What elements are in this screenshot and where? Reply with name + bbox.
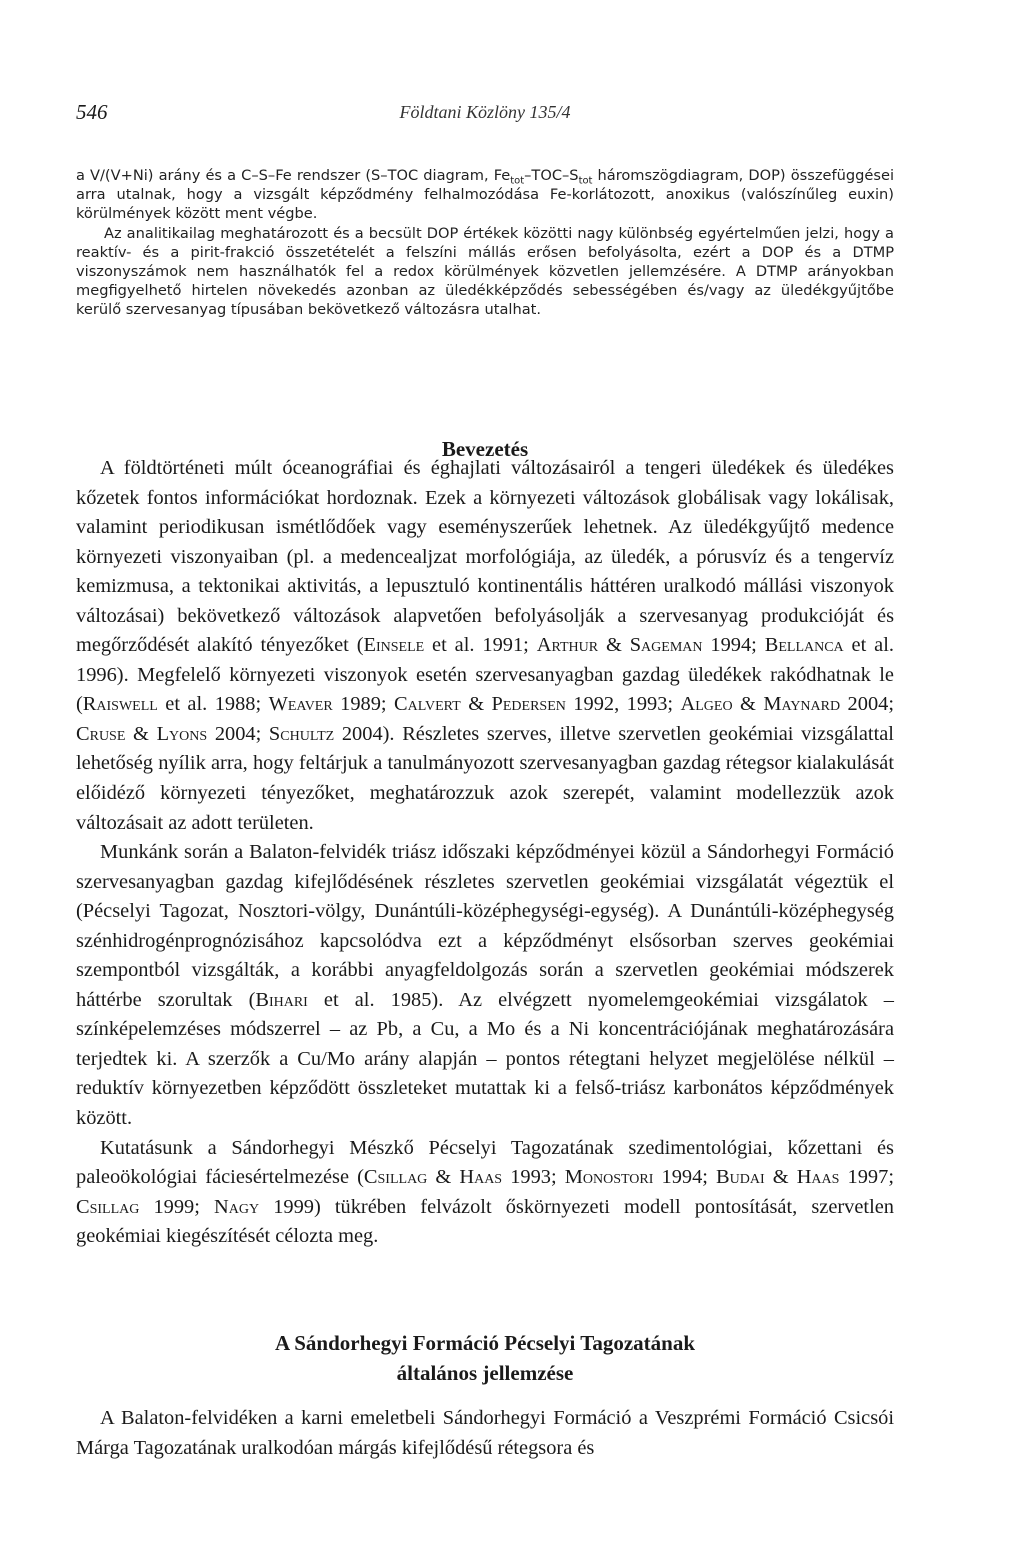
body-paragraph: A Balaton-felvidéken a karni emeletbeli Sándorhegyi Formáció a Veszprémi Formáció Csicsói Márga Tagozatának uralkodóan márgás kifejlődésű rétegsora és <box>76 1407 894 1459</box>
body-paragraph: Munkánk során a Balaton-felvidék triász időszaki képződményei közül a Sándorhegyi Formáció szervesanyagban gazdag kifejlődésének részletes szervetlen geokémiai vizsgálatát végeztük el (Pécselyi Tagozat, Nosztori-völgy, Dunántúli-középhegységi-egység). A Dunántúli-középhegység szénhidrogénprognózisához kapcsolódva ezt a képződményt elsősorban szerves geokémiai szempontból vizsgálták, a korábbi anyagfeldolgozás során a szervetlen geokémiai módszerek háttérbe szorultak (Bihari et al. 1985). Az elvégzett nyomelemgeokémiai vizsgálatok – színképelemzéses módszerrel – az Pb, a Cu, a Mo és a Ni koncentrációjának meghatározására terjedtek ki. A szerzők a Cu/Mo arány alapján – pontos rétegtani helyzet megjelölése nélkül – reduktív környezetben képződött összleteket mutattak ki a felső-triász karbonátos képződmények között. <box>76 841 894 1130</box>
journal-page <box>76 0 894 1549</box>
abstract-paragraph: a V/(V+Ni) arány és a C–S–Fe rendszer (S–TOC diagram, $Fe_{tot}-TOC-S_{tot}$ háromszögdiagram, DOP) összefüggései arra utalnak, hogy a vizsgált képződmény felhalmozódása Fe-korlátozott, anoxikus (valószínűleg euxin) körülmények között ment végbe. <box>76 167 894 223</box>
running-head <box>76 100 894 126</box>
formation-body <box>76 1404 894 1463</box>
body-paragraph: Kutatásunk a Sándorhegyi Mészkő Pécselyi Tagozatának szedimentológiai, kőzettani és paleoökológiai fáciesértelmezése (Csillag & Haas 1993; Monostori 1994; Budai & Haas 1997; Csillag 1999; Nagy 1999) tükrében felvázolt őskörnyezeti modell pontosítását, szervetlen geokémiai kiegészítését célozta meg. <box>76 1136 894 1248</box>
page-number: 546 <box>76 100 108 124</box>
abstract-paragraph: Az analitikailag meghatározott és a becsült DOP értékek közötti nagy különbség egyértelműen jelzi, hogy a reaktív- és a pirit-frakció összetételét a felszíni mállás erősen befolyásolta, ezért a DOP és a DTMP viszonyszámok nem használhatók fel a redox körülmények közvetlen jellemzésére. A DTMP arányokban megfigyelhető hirtelen növekedés azonban az üledékképződés sebességében és/vagy az üledékgyűjtőbe kerülő szervesanyag típusában bekövetkező változásra utalhat. <box>76 224 894 319</box>
body-paragraph: A földtörténeti múlt óceanográfiai és éghajlati változásairól a tengeri üledékek és üledékes kőzetek fontos információkat hordoznak. Ezek a környezeti változások globálisak vagy lokálisak, valamint periodikusan ismétlődőek vagy eseményszerűek lehetnek. Az üledékgyűjtő medence környezeti viszonyaiban (pl. a medencealjzat morfológiája, az üledék, a pórusvíz és a tengervíz kemizmusa, a tektonikai aktivitás, a lepusztuló kontinentális háttéren uralkodó mállási viszonyok változásai) bekövetkező változások alapvetően befolyásolják a szervesanyag produkcióját és megőrződését alakító tényezőket (Einsele et al. 1991; Arthur & Sageman 1994; Bellanca et al. 1996). Megfelelő környezeti viszonyok esetén szervesanyagban gazdag üledékek rakódhatnak le (Raiswell et al. 1988; Weaver 1989; Calvert & Pedersen 1992, 1993; Algeo & Maynard 2004; Cruse & Lyons 2004; Schultz 2004). Részletes szerves, illetve szervetlen geokémiai vizsgálattal lehetőség nyílik arra, hogy feltárjuk a tanulmányozott szervesanyagban gazdag rétegsor kialakulását előidéző környezeti tényezőket, meghatározzuk azok szerepét, valamint modellezzük azok változásait az adott területen. <box>76 457 895 834</box>
abstract <box>76 166 894 320</box>
journal-title: Földtani Közlöny 135/4 <box>399 102 571 122</box>
section-heading-intro: Bevezetés <box>441 437 529 461</box>
section-heading-formation: A Sándorhegyi Formáció Pécselyi Tagozatának általános jellemzése <box>275 1331 695 1385</box>
intro-body <box>76 454 894 1252</box>
